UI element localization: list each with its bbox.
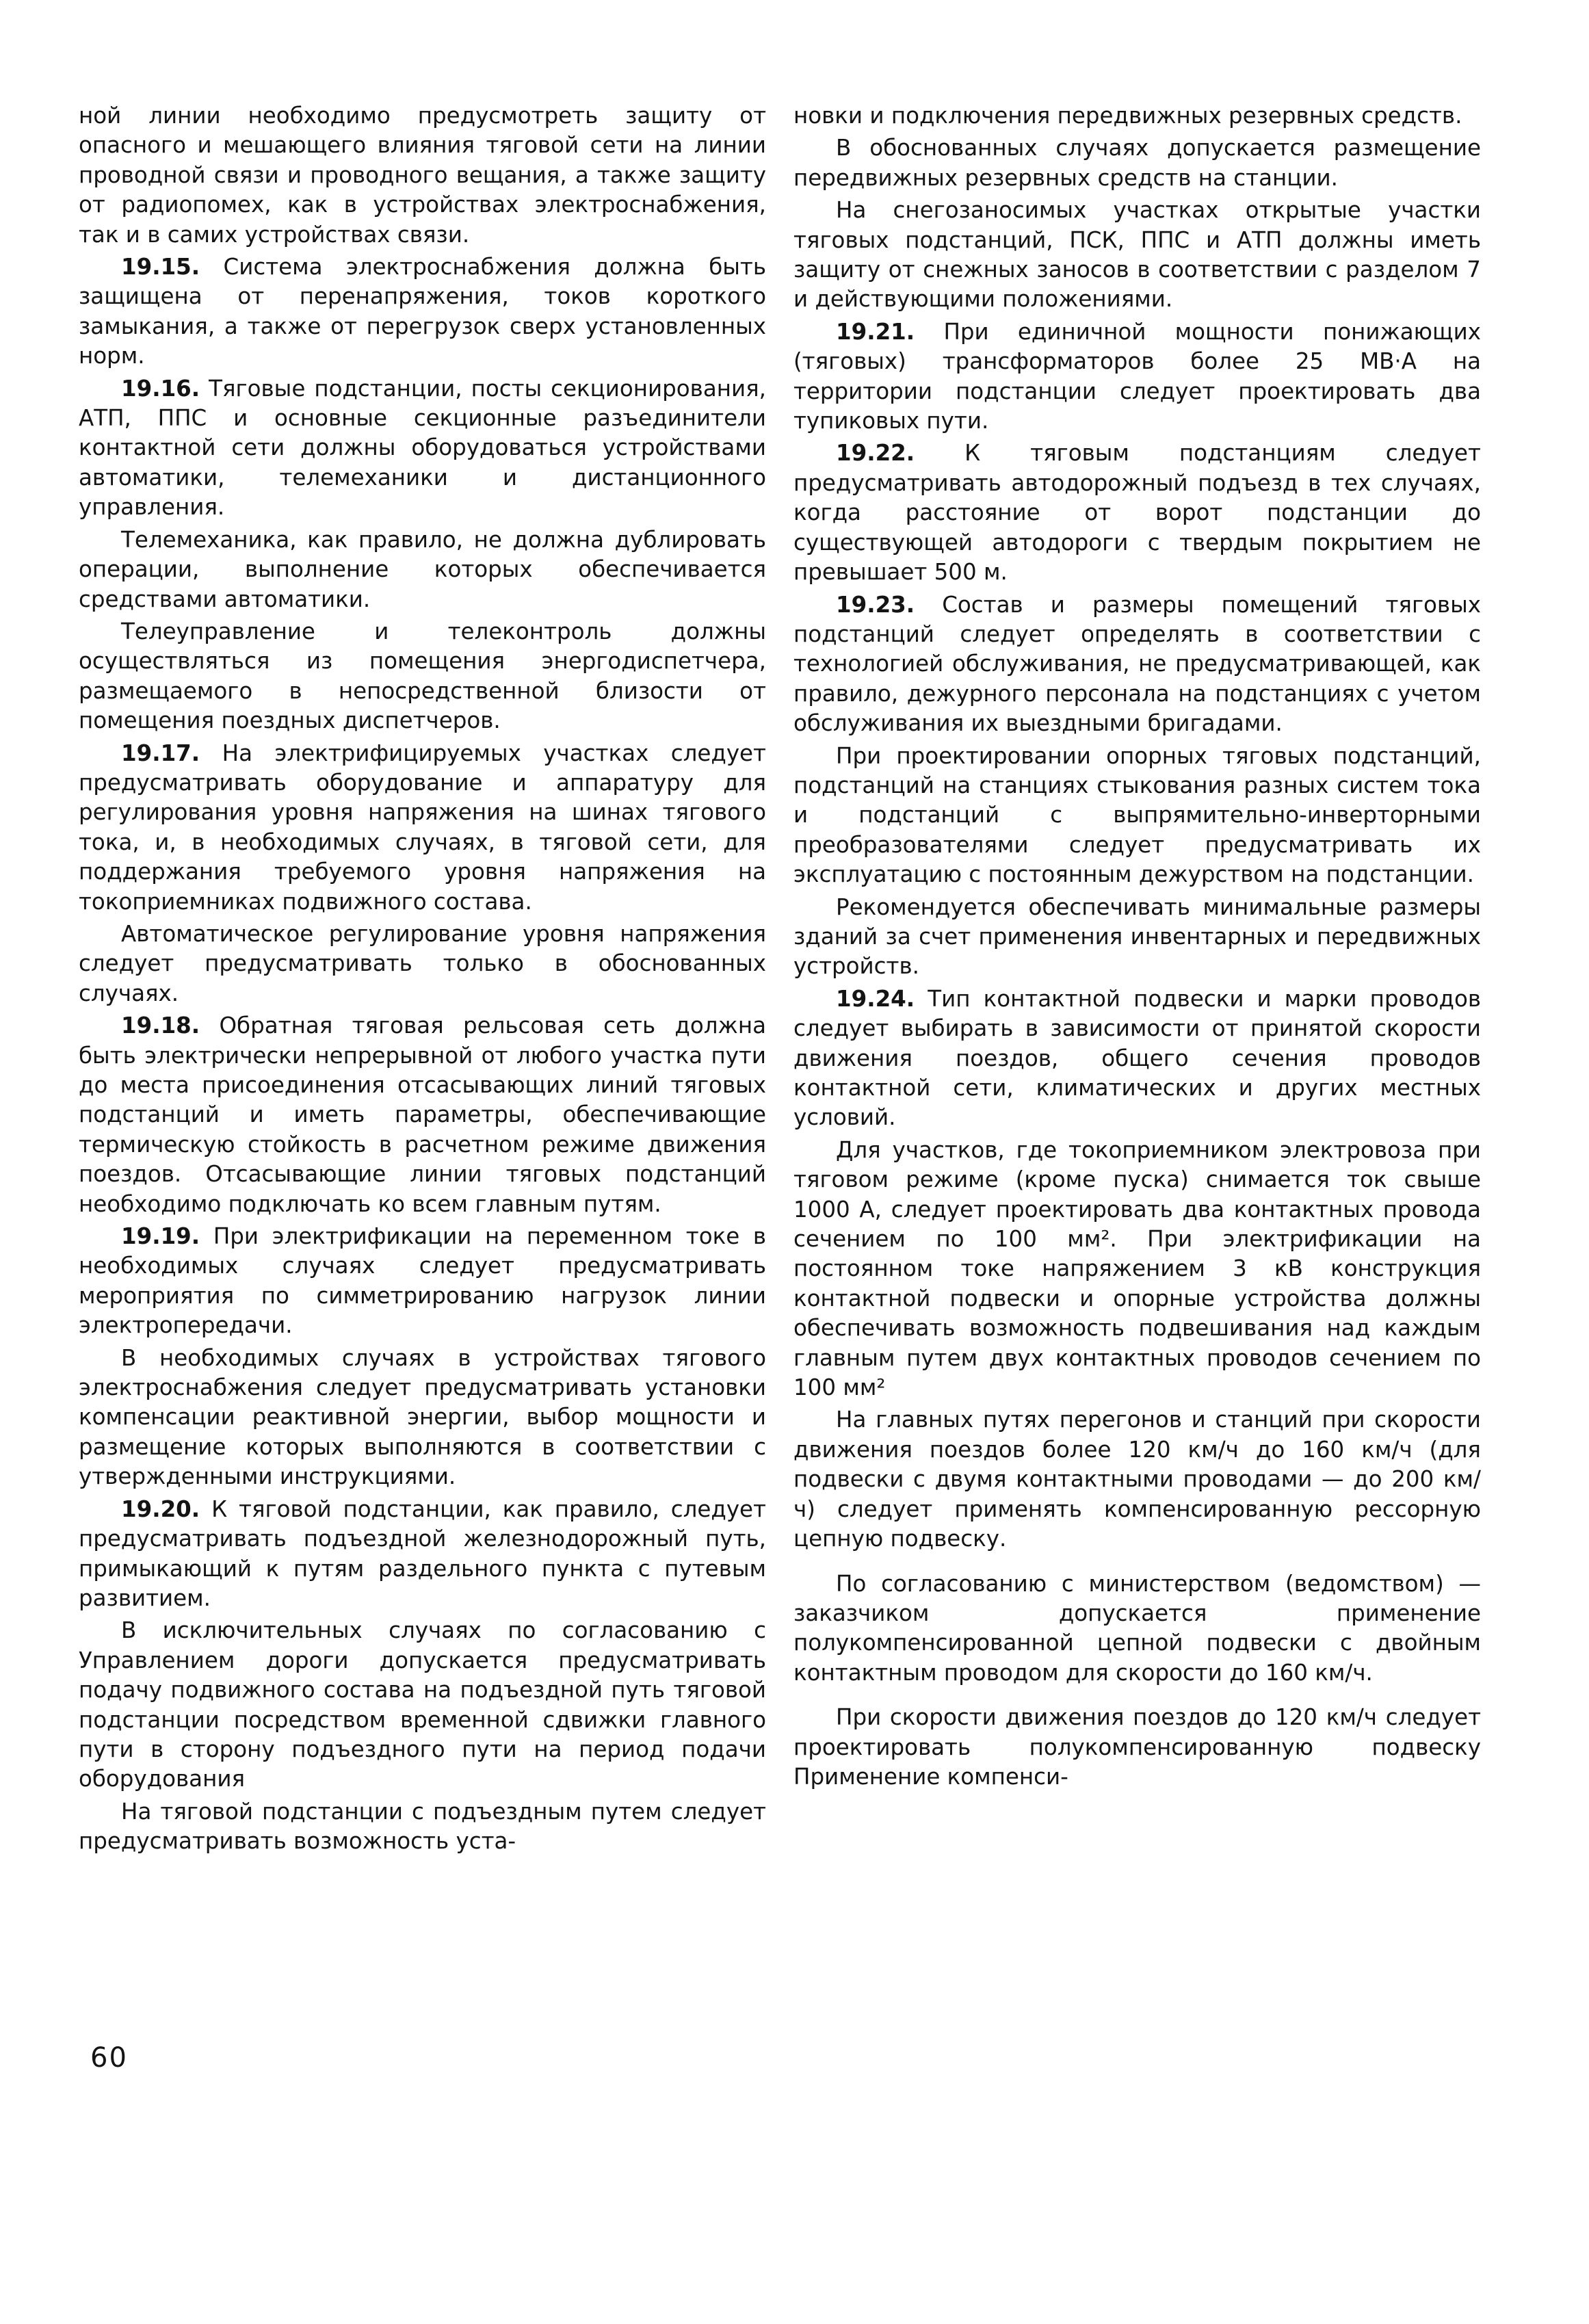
paragraph: [793, 133, 1481, 193]
paragraph: [793, 590, 1481, 739]
paragraph-text: В исключительных случаях по согласованию с Управлением дороги допускается предусматривать подачу подвижного состава на подъездной путь тяговой подстанции посредством временной сдвижки главного пути в сторону подъездного пути на период подачи оборудования: [79, 1617, 766, 1792]
paragraph: [793, 1703, 1481, 1792]
paragraph: [79, 739, 766, 917]
paragraph: [793, 101, 1481, 131]
paragraph: [79, 374, 766, 523]
paragraph: [79, 1797, 766, 1857]
paragraph: [793, 1405, 1481, 1554]
paragraph: [79, 101, 766, 250]
paragraph: [793, 196, 1481, 315]
section-number: 19.15.: [121, 254, 200, 280]
section-number: 19.17.: [121, 740, 200, 766]
paragraph: [793, 1569, 1481, 1688]
paragraph-text: На главных путях перегонов и станций при скорости движения поездов более 120 км/ч до 160 км/ч (для подвески с двумя контактными проводами — до 200 км/ч) следует применять компенсированную рессорную цепную подвеску.: [793, 1407, 1481, 1552]
paragraph-text: Автоматическое регулирование уровня напряжения следует предусматривать только в обоснованных случаях.: [79, 920, 766, 1006]
page-number: 60: [90, 2042, 128, 2074]
section-number: 19.21.: [836, 318, 915, 345]
paragraph: [79, 525, 766, 614]
section-number: 19.18.: [121, 1013, 200, 1039]
paragraph: [793, 893, 1481, 982]
paragraph-text: При единичной мощности понижающих (тяговых) трансформаторов более 25 МВ·А на территории подстанции следует проектировать два тупиковых пути.: [793, 318, 1481, 434]
paragraph: [79, 919, 766, 1008]
paragraph: [79, 1011, 766, 1219]
section-number: 19.20.: [121, 1496, 200, 1522]
paragraph-text: Рекомендуется обеспечивать минимальные размеры зданий за счет применения инвентарных и передвижных устройств.: [793, 893, 1481, 980]
paragraph-text: По согласованию с министерством (ведомством) — заказчиком допускается применение полукомпенсированной цепной подвески с двойным контактным проводом для скорости до 160 км/ч.: [793, 1570, 1481, 1686]
paragraph-text: Обратная тяговая рельсовая сеть должна быть электрически непрерывной от любого участка пути до места присоединения отсасывающих линий тяговых подстанций и иметь параметры, обеспечивающие термическую стойкость в расчетном режиме движения поездов. Отсасывающие линии тяговых подстанций необходимо подключать ко всем главным путям.: [79, 1013, 766, 1217]
paragraph-text: новки и подключения передвижных резервных средств.: [793, 103, 1462, 129]
paragraph: [793, 1136, 1481, 1403]
paragraph-text: На тяговой подстанции с подъездным путем следует предусматривать возможность уста-: [79, 1798, 766, 1855]
paragraph-text: Состав и размеры помещений тяговых подстанций следует определять в соответствии с технологией обслуживания, не предусматривающей, как правило, дежурного персонала на подстанциях с учетом обслуживания их выездными бригадами.: [793, 591, 1481, 737]
section-number: 19.16.: [121, 375, 200, 402]
paragraph-text: Система электроснабжения должна быть защищена от перенапряжения, токов короткого замыкания, а также от перегрузок сверх установленных норм.: [79, 254, 766, 369]
paragraph-text: Телеуправление и телеконтроль должны осуществляться из помещения энергодиспетчера, размещаемого в непосредственной близости от помещения поездных диспетчеров.: [79, 618, 766, 734]
paragraph: [79, 1344, 766, 1492]
section-number: 19.22.: [836, 440, 915, 467]
paragraph: [79, 1495, 766, 1614]
paragraph-text: К тяговой подстанции, как правило, следует предусматривать подъездной железнодорожный путь, примыкающий к путям раздельного пункта с путевым развитием.: [79, 1496, 766, 1611]
section-number: 19.23.: [836, 591, 915, 618]
paragraph: [793, 317, 1481, 436]
paragraph: [793, 984, 1481, 1133]
section-number: 19.19.: [121, 1223, 200, 1250]
paragraph-text: При проектировании опорных тяговых подстанций, подстанций на станциях стыкования разных систем тока и подстанций с выпрямительно-инверторными преобразователями следует предусматривать их эксплуатацию с постоянным дежурством на подстанции.: [793, 742, 1481, 888]
paragraph-text: Для участков, где токоприемником электровоза при тяговом режиме (кроме пуска) снимается ток свыше 1000 А, следует проектировать два контактных провода сечением по 100 мм². При электрификации на постоянном токе напряжением 3 кВ конструкция контактной подвески и опорные устройства должны обеспечивать возможность подвешивания над каждым главным путем двух контактных проводов сечением по 100 мм²: [793, 1136, 1481, 1401]
paragraph-text: В необходимых случаях в устройствах тягового электроснабжения следует предусматривать установки компенсации реактивной энергии, выбор мощности и размещение которых выполняются в соответствии с утвержденными инструкциями.: [79, 1344, 766, 1490]
paragraph-text: Телемеханика, как правило, не должна дублировать операции, выполнение которых обеспечивается средствами автоматики.: [79, 526, 766, 612]
paragraph-text: На электрифицируемых участках следует предусматривать оборудование и аппаратуру для регулирования уровня напряжения на шинах тягового тока, и, в необходимых случаях, в тяговой сети, для поддержания требуемого уровня напряжения на токоприемниках подвижного состава.: [79, 740, 766, 915]
paragraph-text: При скорости движения поездов до 120 км/ч следует проектировать полукомпенсированную подвеску Применение компенси-: [793, 1704, 1481, 1790]
paragraph: [79, 1222, 766, 1341]
paragraph: [79, 252, 766, 371]
paragraph-text: ной линии необходимо предусмотреть защиту от опасного и мешающего влияния тяговой сети на линии проводной связи и проводного вещания, а также защиту от радиопомех, как в устройствах электроснабжения, так и в самих устройствах связи.: [79, 103, 766, 248]
right-column: [793, 101, 1481, 1794]
left-column: [79, 101, 766, 1859]
paragraph-text: Тип контактной подвески и марки проводов следует выбирать в зависимости от принятой скорости движения поездов, общего сечения проводов контактной сети, климатических и других местных условий.: [793, 985, 1481, 1131]
paragraph: [793, 439, 1481, 587]
paragraph-text: При электрификации на переменном токе в необходимых случаях следует предусматривать мероприятия по симметрированию нагрузок линии электропередачи.: [79, 1223, 766, 1339]
paragraph-text: Тяговые подстанции, посты секционирования, АТП, ППС и основные секционные разъединители контактной сети должны оборудоваться устройствами автоматики, телемеханики и дистанционного управления.: [79, 375, 766, 521]
section-number: 19.24.: [836, 985, 915, 1012]
paragraph: [79, 1616, 766, 1794]
paragraph: [79, 617, 766, 736]
paragraph-text: На снегозаносимых участках открытые участки тяговых подстанций, ПСК, ППС и АТП должны иметь защиту от снежных заносов в соответствии с разделом 7 и действующими положениями.: [793, 197, 1481, 313]
paragraph: [793, 742, 1481, 890]
paragraph-text: К тяговым подстанциям следует предусматривать автодорожный подъезд в тех случаях, когда расстояние от ворот подстанции до существующей автодороги с твердым покрытием не превышает 500 м.: [793, 440, 1481, 586]
paragraph-text: В обоснованных случаях допускается размещение передвижных резервных средств на станции.: [793, 135, 1481, 191]
